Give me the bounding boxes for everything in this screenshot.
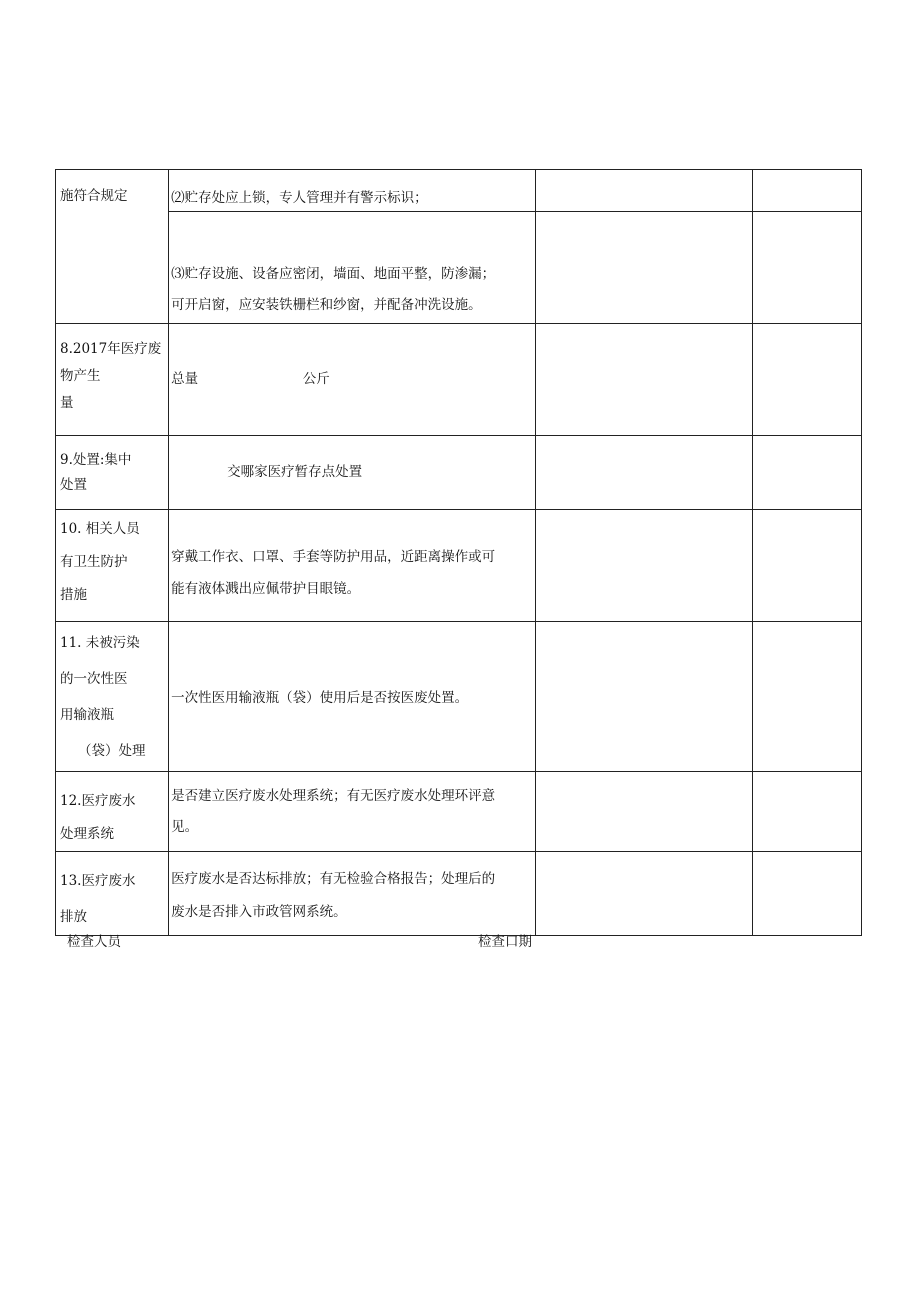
item-text: 8.2017年医疗废 (60, 341, 162, 357)
content-text: 是否建立医疗废水处理系统；有无医疗废水处理环评意 (171, 788, 496, 804)
content-cell (169, 324, 535, 436)
table-row (56, 436, 862, 510)
result-cell[interactable] (535, 852, 752, 936)
content-cell (169, 852, 535, 936)
content-text: 可开启窗，应安装铁栅栏和纱窗，并配备冲洗设施。 (171, 297, 482, 313)
content-cell (169, 510, 535, 622)
item-text: 13.医疗废水 (60, 873, 136, 889)
item-text: 9.处置:集中 (60, 452, 132, 468)
item-text: 物产生 (60, 368, 101, 384)
table-row (56, 212, 862, 324)
content-text: 一次性医用输液瓶（袋）使用后是否按医废处置。 (171, 690, 469, 706)
remark-cell[interactable] (752, 510, 861, 622)
item-text: 用输液瓶 (60, 707, 114, 723)
content-text: 穿戴工作衣、口罩、手套等防护用品，近距离操作或可 (171, 549, 496, 565)
item-cell (56, 622, 169, 772)
content-text: 医疗废水是否达标排放；有无检验合格报告；处理后的 (171, 871, 496, 887)
content-cell (169, 170, 535, 212)
content-text: ⑶贮存设施、设备应密闭，墙面、地面平整，防渗漏； (171, 266, 496, 282)
item-cell (56, 170, 169, 324)
item-text: 排放 (60, 909, 87, 925)
item-text: 处置 (60, 477, 87, 493)
content-text: 交哪家医疗暂存点处置 (227, 464, 363, 480)
item-cell (56, 772, 169, 852)
content-text: 废水是否排入市政管网系统。 (171, 904, 347, 920)
table-row (56, 170, 862, 212)
content-cell (169, 436, 535, 510)
result-cell[interactable] (535, 510, 752, 622)
content-cell (169, 212, 535, 324)
item-text: 处理系统 (60, 826, 114, 842)
item-text: 10. 相关人员 (60, 521, 140, 537)
item-text: 的一次性医 (60, 671, 128, 687)
remark-cell[interactable] (752, 212, 861, 324)
remark-cell[interactable] (752, 772, 861, 852)
remark-cell[interactable] (752, 324, 861, 436)
item-text: 12.医疗废水 (60, 793, 136, 809)
inspection-table (55, 169, 862, 936)
result-cell[interactable] (535, 772, 752, 852)
item-text: 有卫生防护 (60, 554, 128, 570)
item-text: 11. 未被污染 (60, 635, 140, 651)
unit-label: 公斤 (302, 371, 330, 387)
item-text: 措施 (60, 587, 87, 603)
total-label: 总量 (171, 371, 199, 387)
item-cell (56, 852, 169, 936)
table-row (56, 622, 862, 772)
remark-cell[interactable] (752, 852, 861, 936)
content-text: 能有液体溅出应佩带护目眼镜。 (171, 581, 361, 597)
content-text: 见。 (171, 819, 199, 835)
result-cell[interactable] (535, 622, 752, 772)
item-text: 量 (60, 395, 74, 411)
table-row (56, 324, 862, 436)
result-cell[interactable] (535, 324, 752, 436)
remark-cell[interactable] (752, 622, 861, 772)
item-cell (56, 436, 169, 510)
content-cell (169, 622, 535, 772)
date-label: 检查口期 (478, 934, 532, 950)
table-row (56, 510, 862, 622)
table-row (56, 852, 862, 936)
item-cell (56, 324, 169, 436)
item-cell (56, 510, 169, 622)
inspector-label: 检查人员 (67, 934, 121, 950)
item-text: （袋）处理 (78, 743, 146, 759)
content-cell (169, 772, 535, 852)
result-cell[interactable] (535, 436, 752, 510)
remark-cell[interactable] (752, 436, 861, 510)
content-text: ⑵贮存处应上锁，专人管理并有警示标识； (171, 190, 428, 206)
item-text: 施符合规定 (60, 188, 128, 204)
remark-cell[interactable] (752, 170, 861, 212)
result-cell[interactable] (535, 170, 752, 212)
table-row (56, 772, 862, 852)
result-cell[interactable] (535, 212, 752, 324)
